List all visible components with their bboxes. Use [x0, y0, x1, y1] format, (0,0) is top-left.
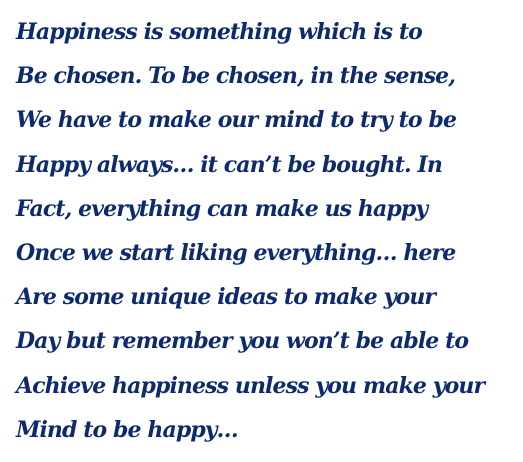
- quote-line-8: Day but remember you won’t be able to: [16, 328, 469, 355]
- quote-line-7: Are some unique ideas to make your: [16, 284, 436, 311]
- quote-line-2: Be chosen. To be chosen, in the sense,: [16, 63, 456, 90]
- quote-line-1: Happiness is something which is to: [16, 19, 422, 45]
- quote-text-block: [16, 16, 521, 458]
- quote-line-4: Happy always… it can’t be bought. In: [16, 151, 443, 178]
- quote-line-6: Once we start liking everything… here: [16, 239, 456, 266]
- quote-line-9: Achieve happiness unless you make your: [16, 372, 485, 399]
- quote-line-5: Fact, everything can make us happy: [16, 195, 428, 222]
- quote-line-3: We have to make our mind to try to be: [16, 107, 457, 134]
- quote-line-10: Mind to be happy…: [16, 416, 238, 443]
